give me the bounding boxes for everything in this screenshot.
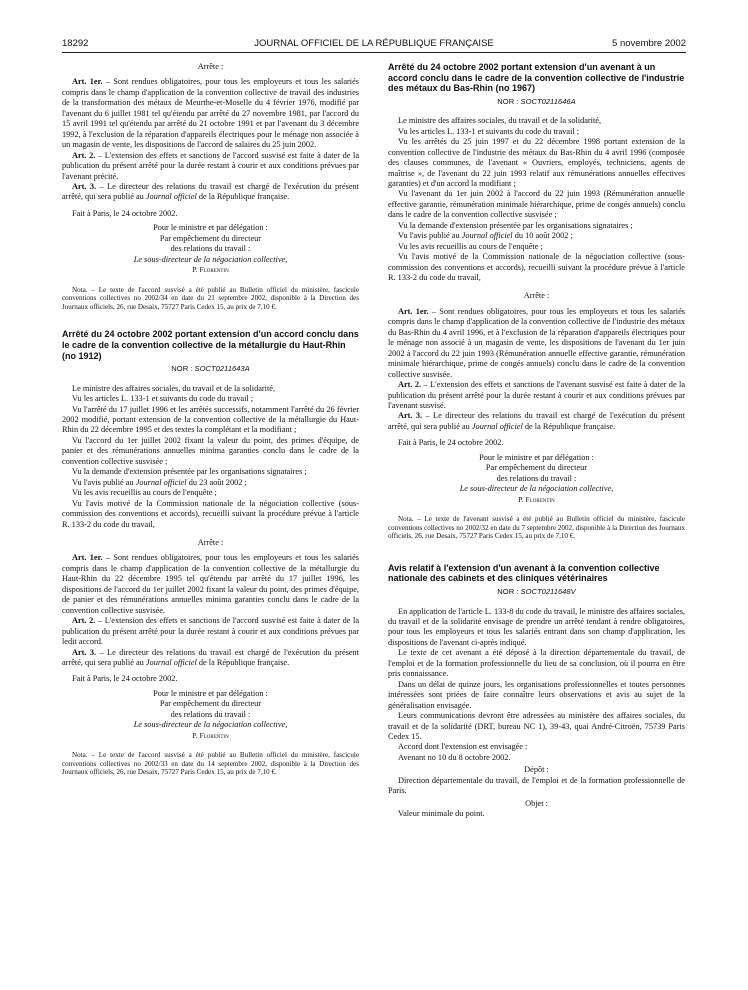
visa: Vu l'avis publié au Journal officiel du 23 août 2002 ; xyxy=(72,477,247,487)
article-label: Art. 2. xyxy=(398,380,422,390)
signature-place-date: Fait à Paris, le 24 octobre 2002. xyxy=(72,674,178,684)
article-2: Art. 2. – L'extension des effets et sanctions de l'accord susvisé est faite à dater de la publication du présent arrêté pour la durée restant à courir et aux conditions prévues par l'avenant précité. xyxy=(62,150,360,181)
signature-place-date: Fait à Paris, le 24 octobre 2002. xyxy=(72,208,178,218)
paragraph: Accord dont l'extension est envisagée : xyxy=(398,742,528,752)
article-1: Art. 1er. – Sont rendues obligatoires, pour tous les employeurs et tous les salariés compris dans le champ d'application de la convention collective de l'industrie des métaux du Bas-Rhin du 4 avril 1996, et à l'exclusion de la réparation d'appareils électriques pour le ménage non associé à un magasin de vente, les dispositions de l'avenant du 1er juin 2002 à l'accord du 22 juin 1993 (Rémunération annuelle effective garantie, rémunération minimale hiérarchique, prime de congés annuels) conclu dans le cadre de la convention collective susvisée. xyxy=(388,306,685,379)
section-title: Avis relatif à l'extension d'un avenant à la convention collective nationale des cabinets et des cliniques vétérinaires xyxy=(388,562,660,584)
visa: Vu la demande d'extension présentée par les organisations signataires ; xyxy=(398,220,633,230)
article-label: Art. 2. xyxy=(72,150,96,160)
visa: Vu les arrêtés du 25 juin 1997 et du 22 décembre 1998 portant extension de la convention collective de l'industrie des métaux du Bas-Rhin du 4 avril 1996 (composée des clauses communes, de l'avenant « Ouvriers, employés, techniciens, agents de maîtrise », de l'avenant du 22 juin 1993 relatif aux rémunérations annuelles effectives garanties) et d'un accord la modifiant ; xyxy=(388,137,685,188)
visa: Le ministre des affaires sociales, du travail et de la solidarité, xyxy=(72,383,276,393)
visa: Vu l'arrêté du 17 juillet 1996 et les arrêtés successifs, notamment l'arrêté du 26 février 2002 modifié, portant extension de la convention collective de la métallurgie du Haut-Rhin du 22 décembre 1995 et des textes la complétant et la modifiant ; xyxy=(62,404,359,435)
article-label: Art. 2. xyxy=(72,616,96,626)
paragraph: Valeur minimale du point. xyxy=(398,809,485,819)
section-title: Arrêté du 24 octobre 2002 portant extension d'un accord conclu dans le cadre de la convention collective de la métallurgie du Haut-Rhin (no 1912) xyxy=(62,329,359,361)
visa: Vu la demande d'extension présentée par les organisations signataires ; xyxy=(72,467,307,477)
signatory-name: P. Florentin xyxy=(192,265,229,275)
article-label: Art. 1er. xyxy=(72,77,103,87)
right-column xyxy=(388,62,685,820)
visa: Vu l'avis publié au Journal officiel du 10 août 2002 ; xyxy=(398,231,573,241)
visa: Vu les avis recueillis au cours de l'enquête ; xyxy=(398,241,543,251)
arrete-heading: Arrête : xyxy=(197,537,224,547)
arrete-heading: Arrête : xyxy=(197,62,224,71)
signature-block: Pour le ministre et par délégation : Par empêchement du directeur des relations du travail : Le sous-directeur de la négociation collective, P. Florentin xyxy=(62,689,359,741)
article-3: Art. 3. – Le directeur des relations du travail est chargé de l'exécution du présent arrêté, qui sera publié au Journal officiel de la République française. xyxy=(62,647,359,667)
article-3: Art. 3. – Le directeur des relations du travail est chargé de l'exécution du présent arrêté, qui sera publié au Journal officiel de la République française. xyxy=(388,411,685,431)
paragraph: Avenant no 10 du 8 octobre 2002. xyxy=(398,752,511,762)
article-2: Art. 2. – L'extension des effets et sanctions de l'accord susvisé est faite à dater de la publication du présent arrêté pour la durée restant à courir et aux conditions prévues par ledit accord. xyxy=(62,616,360,647)
page-number: 18292 xyxy=(62,38,89,49)
article-2: Art. 2. – L'extension des effets et sanctions de l'avenant susvisé est faite à dater de la publication du présent arrêté pour la durée restant à courir et aux conditions prévues par l'avenant susvisé. xyxy=(388,380,686,411)
arrete-heading: Arrête : xyxy=(523,291,550,301)
nota: Nota. – Le texte de l'accord susvisé a été publié au Bulletin officiel du ministère, fascicule conventions collectives no 2002/33 en date du 14 septembre 2002, disponible à la Direction des Journaux officiels, 26, rue Desaix, 75727 Paris Cedex 15, au prix de 7,10 €. xyxy=(62,751,359,777)
paragraph: Direction départementale du travail, de l'emploi et de la formation professionnelle de Paris. xyxy=(388,775,685,796)
visa: Vu l'avis motivé de la Commission nationale de la négociation collective (sous-commission des conventions et accords), recueilli suivant la procédure prévue à l'article R. 133-2 du code du travail, xyxy=(62,498,359,529)
visa: Vu l'accord du 1er juillet 2002 fixant la valeur du point, des primes d'équipe, de panier et des rémunérations annuelles minima garanties conclu dans le cadre de la convention collective susvisée ; xyxy=(62,435,359,466)
signatory-name: P. Florentin xyxy=(192,730,229,740)
visa: Vu les avis recueillis au cours de l'enquête ; xyxy=(72,488,217,498)
visa: Le ministre des affaires sociales, du travail et de la solidarité, xyxy=(398,116,602,126)
signature-block: Pour le ministre et par délégation : Par empêchement du directeur des relations du travail : Le sous-directeur de la négociation collective, P. Florentin xyxy=(388,453,685,505)
left-column xyxy=(62,62,359,777)
section-title: Arrêté du 24 octobre 2002 portant extension d'un avenant à un accord conclu dans le cadre de la convention collective de l'industrie des métaux du Bas-Rhin (no 1967) xyxy=(388,62,685,94)
visa: Vu les articles L. 133-1 et suivants du code du travail ; xyxy=(72,394,254,404)
nor-reference: NOR : SOCT0211648V xyxy=(497,587,576,597)
article-label: Art. 1er. xyxy=(398,306,429,316)
paragraph: Le texte de cet avenant a été déposé à la direction départementale du travail, de l'emploi et de la formation professionnelle du lieu de sa conclusion, où il pourra en être pris connaissance. xyxy=(388,648,685,679)
page-header xyxy=(62,38,686,52)
article-label: Art. 3. xyxy=(398,411,423,421)
article-label: Art. 3. xyxy=(72,647,97,657)
article-label: Art. 1er. xyxy=(72,553,103,563)
visa: Vu l'avenant du 1er juin 2002 à l'accord du 22 juin 1993 (Rémunération annuelle effective garantie, rémunération minimale hiérarchique, prime de congés annuels) conclu dans le cadre de la convention collective susvisée ; xyxy=(388,189,685,220)
article-1: Art. 1er. – Sont rendues obligatoires, pour tous les employeurs et tous les salariés compris dans le champ d'application de la convention collective de la métallurgie du Haut-Rhin du 22 décembre 1995 tel qu'étendu par arrêté du 17 juillet 1996, les dispositions de l'accord du 1er juillet 2002 fixant la valeur du point, des primes d'équipe, de panier et des rémunérations annuelles minima garanties conclu dans le cadre de la convention collective susvisée. xyxy=(62,553,359,615)
article-3: Art. 3. – Le directeur des relations du travail est chargé de l'exécution du présent arrêté, qui sera publié au Journal officiel de la République française. xyxy=(62,181,359,202)
subheading: Dépôt : xyxy=(524,765,549,775)
nota: Nota. – Le texte de l'accord susvisé a été publié au Bulletin officiel du ministère, fascicule conventions collectives no 2002/34 en date du 21 septembre 2002, disponible à la Direction des Journaux officiels, 26, rue Desaix, 75727 Paris Cedex 15, au prix de 7,10 €. xyxy=(62,285,359,311)
signature-block: Pour le ministre et par délégation : Par empêchement du directeur des relations du travail : Le sous-directeur de la négociation collective, P. Florentin xyxy=(62,223,359,275)
nota: Nota. – Le texte de l'avenant susvisé a été publié au Bulletin officiel du ministère, fascicule conventions collectives no 2002/32 en date du 7 septembre 2002, disponible à la Direction des Journaux officiels, 26, rue Desaix, 75727 Paris Cedex 15, au prix de 7,10 €. xyxy=(388,515,685,541)
issue-date: 5 novembre 2002 xyxy=(612,38,686,49)
subheading: Objet : xyxy=(525,798,548,808)
nor-reference: NOR : SOCT0211643A xyxy=(171,364,250,374)
nor-reference: NOR : SOCT0211646A xyxy=(497,96,576,106)
paragraph: Dans un délai de quinze jours, les organisations professionnelles et toutes personnes intéressées sont priées de faire connaître leurs observations et avis au sujet de la généralisation envisagée. xyxy=(388,679,685,710)
header-rule xyxy=(62,52,686,53)
visa: Vu les articles L. 133-1 et suivants du code du travail ; xyxy=(398,126,580,136)
paragraph: Leurs communications devront être adressées au ministère des affaires sociales, du travail et de la solidarité (DRT, bureau NC 1), 39-43, quai André-Citroën, 75739 Paris Cedex 15. xyxy=(388,711,685,741)
journal-title: JOURNAL OFFICIEL DE LA RÉPUBLIQUE FRANÇAISE xyxy=(254,38,494,49)
article-label: Art. 3. xyxy=(72,181,97,191)
paragraph: En application de l'article L. 133-8 du code du travail, le ministre des affaires sociales, du travail et de la solidarité envisage de prendre un arrêté tendant à rendre obligatoires, pour tous les employeurs et tous les salariés entrant dans son champ d'application, les dispositions de l'avenant ci-après indiqué. xyxy=(388,606,685,647)
article-1: Art. 1er. – Sont rendues obligatoires, pour tous les employeurs et tous les salariés compris dans le champ d'application de la convention collective de travail des industries de la transformation des métaux de Meurthe-et-Moselle du 4 février 1976, modifié par l'avenant du 6 juillet 1981 tel qu'étendu par arrêté du 27 novembre 1981, par l'accord du 15 avril 1991 tel qu'étendu par arrêté du 21 octobre 1991 et par l'avenant du 3 décembre 1992, à l'exclusion de la réparation d'appareils électriques pour le ménage non associée à un magasin de vente, les dispositions de l'accord de salaires du 25 juin 2002. xyxy=(62,77,359,150)
signatory-name: P. Florentin xyxy=(518,494,555,504)
signature-place-date: Fait à Paris, le 24 octobre 2002. xyxy=(398,438,504,448)
visa: Vu l'avis motivé de la Commission nationale de la négociation collective (sous-commission des conventions et accords), recueilli suivant la procédure prévue à l'article R. 133-2 du code du travail, xyxy=(388,252,685,283)
